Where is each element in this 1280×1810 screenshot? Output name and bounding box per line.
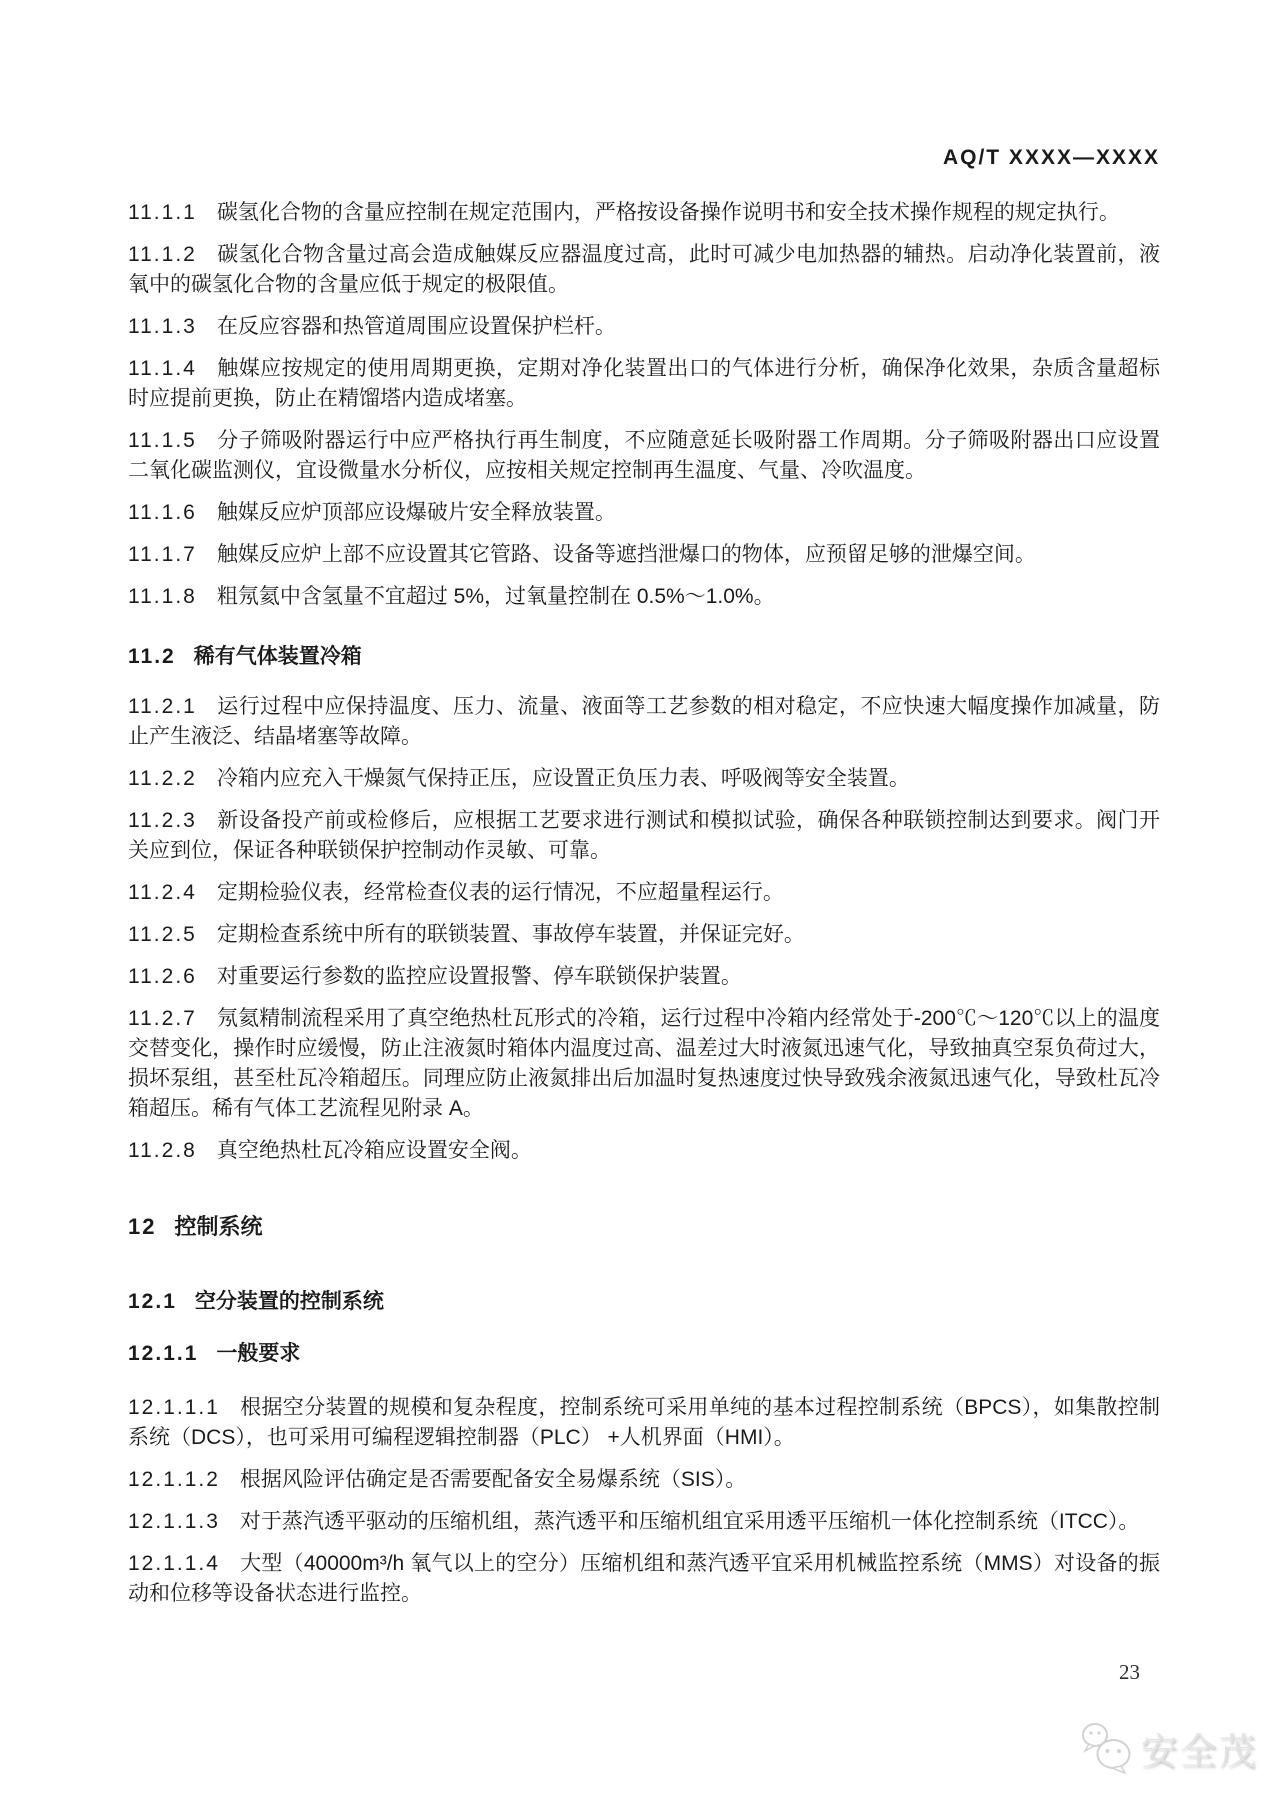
clause-paragraph xyxy=(128,240,1160,300)
clause-number: 11.2.2 xyxy=(128,767,197,790)
clause-number: 11.1.5 xyxy=(128,429,197,452)
clause-text: 碳氢化合物的含量应控制在规定范围内，严格按设备操作说明书和安全技术操作规程的规定执行。 xyxy=(216,201,1120,224)
clause-number: 11.1.2 xyxy=(128,243,197,266)
standard-code: AQ/T XXXX—XXXX xyxy=(942,146,1160,169)
clause-number: 12.1.1.4 xyxy=(128,1552,220,1575)
clause-number: 11.1.6 xyxy=(128,501,197,524)
clause-paragraph xyxy=(128,1507,1160,1537)
clause-text: 定期检查系统中所有的联锁装置、事故停车装置，并保证完好。 xyxy=(216,923,805,946)
clause-text: 稀有气体装置冷箱 xyxy=(193,645,362,668)
watermark-text: 安全茂 xyxy=(1141,1731,1258,1772)
clause-text: 粗氖氦中含氢量不宜超过 5%，过氧量控制在 0.5%～1.0%。 xyxy=(216,585,775,608)
clause-paragraph xyxy=(128,1549,1160,1609)
clause-paragraph xyxy=(128,764,1160,794)
clause-text: 大型（40000m³/h 氧气以上的空分）压缩机组和蒸汽透平宜采用机械监控系统（MMS）对设备的振动和位移等设备状态进行监控。 xyxy=(128,1552,1160,1605)
clause-paragraph xyxy=(128,692,1160,752)
clause-number: 11.2.7 xyxy=(128,1007,197,1030)
clause-number: 11.1.4 xyxy=(128,357,197,380)
clause-number: 11.2 xyxy=(128,645,176,668)
clause-number: 11.1.3 xyxy=(128,315,197,338)
clause-paragraph xyxy=(128,354,1160,414)
clause-text: 触媒反应炉顶部应设爆破片安全释放装置。 xyxy=(216,501,616,524)
section-heading xyxy=(128,1210,1160,1241)
clause-text: 分子筛吸附器运行中应严格执行再生制度，不应随意延长吸附器工作周期。分子筛吸附器出口应设置二氧化碳监测仪，宜设微量水分析仪，应按相关规定控制再生温度、气量、冷吹温度。 xyxy=(128,429,1160,482)
clause-text: 冷箱内应充入干燥氮气保持正压，应设置正负压力表、呼吸阀等安全装置。 xyxy=(216,767,910,790)
document-header xyxy=(128,146,1160,170)
clause-text: 在反应容器和热管道周围应设置保护栏杆。 xyxy=(216,315,616,338)
watermark xyxy=(1080,1720,1258,1776)
clause-text: 控制系统 xyxy=(174,1214,263,1239)
clause-paragraph xyxy=(128,962,1160,992)
page-number: 23 xyxy=(1119,1660,1140,1684)
clause-text: 碳氢化合物含量过高会造成触媒反应器温度过高，此时可减少电加热器的辅热。启动净化装置前，液氧中的碳氢化合物的含量应低于规定的极限值。 xyxy=(128,243,1160,296)
clause-number: 11.2.1 xyxy=(128,695,197,718)
clause-text: 触媒反应炉上部不应设置其它管路、设备等遮挡泄爆口的物体，应预留足够的泄爆空间。 xyxy=(216,543,1036,566)
clause-text: 氖氦精制流程采用了真空绝热杜瓦形式的冷箱，运行过程中冷箱内经常处于-200℃～120℃以上的温度交替变化，操作时应缓慢，防止注液氮时箱体内温度过高、温差过大时液氮迅速气化，导致抽真空泵负荷过大，损坏泵组，甚至杜瓦冷箱超压。同理应防止液氮排出后加温时复热速度过快导致残余液氮迅速气化，导致杜瓦冷箱超压。稀有气体工艺流程见附录 A。 xyxy=(128,1007,1160,1120)
clause-number: 11.2.8 xyxy=(128,1139,197,1162)
clause-number: 11.1.7 xyxy=(128,543,197,566)
clause-text: 对于蒸汽透平驱动的压缩机组，蒸汽透平和压缩机组宜采用透平压缩机一体化控制系统（ITCC）。 xyxy=(239,1510,1140,1533)
document-body xyxy=(128,198,1160,1621)
section-heading xyxy=(128,1337,1160,1367)
clause-number: 11.2.6 xyxy=(128,965,197,988)
clause-number: 12.1.1 xyxy=(128,1342,199,1365)
clause-paragraph xyxy=(128,498,1160,528)
clause-text: 一般要求 xyxy=(216,1342,301,1365)
clause-text: 空分装置的控制系统 xyxy=(194,1290,384,1313)
clause-number: 12.1.1.3 xyxy=(128,1510,220,1533)
section-heading xyxy=(128,1285,1160,1315)
clause-paragraph xyxy=(128,1465,1160,1495)
clause-text: 真空绝热杜瓦冷箱应设置安全阀。 xyxy=(216,1139,532,1162)
clause-number: 11.2.5 xyxy=(128,923,197,946)
clause-paragraph xyxy=(128,198,1160,228)
clause-number: 11.2.4 xyxy=(128,881,197,904)
section-heading xyxy=(128,640,1160,670)
clause-number: 12.1 xyxy=(128,1290,177,1313)
clause-text: 定期检验仪表，经常检查仪表的运行情况，不应超量程运行。 xyxy=(216,881,784,904)
clause-text: 触媒应按规定的使用周期更换，定期对净化装置出口的气体进行分析，确保净化效果，杂质含量超标时应提前更换，防止在精馏塔内造成堵塞。 xyxy=(128,357,1160,410)
wechat-icon xyxy=(1080,1720,1132,1776)
clause-paragraph xyxy=(128,426,1160,486)
clause-number: 12.1.1.1 xyxy=(128,1396,220,1419)
clause-text: 新设备投产前或检修后，应根据工艺要求进行测试和模拟试验，确保各种联锁控制达到要求。阀门开关应到位，保证各种联锁保护控制动作灵敏、可靠。 xyxy=(128,809,1160,862)
clause-paragraph xyxy=(128,1004,1160,1124)
clause-text: 根据空分装置的规模和复杂程度，控制系统可采用单纯的基本过程控制系统（BPCS），如集散控制系统（DCS），也可采用可编程逻辑控制器（PLC） +人机界面（HMI）。 xyxy=(128,1396,1160,1449)
clause-paragraph xyxy=(128,582,1160,612)
clause-paragraph xyxy=(128,806,1160,866)
clause-text: 运行过程中应保持温度、压力、流量、液面等工艺参数的相对稳定，不应快速大幅度操作加减量，防止产生液泛、结晶堵塞等故障。 xyxy=(128,695,1160,748)
clause-paragraph xyxy=(128,920,1160,950)
clause-paragraph xyxy=(128,540,1160,570)
clause-paragraph xyxy=(128,878,1160,908)
clause-paragraph xyxy=(128,312,1160,342)
clause-paragraph xyxy=(128,1393,1160,1453)
clause-text: 对重要运行参数的监控应设置报警、停车联锁保护装置。 xyxy=(216,965,742,988)
clause-text: 根据风险评估确定是否需要配备安全易爆系统（SIS）。 xyxy=(239,1468,747,1491)
clause-number: 11.1.1 xyxy=(128,201,197,224)
clause-paragraph xyxy=(128,1136,1160,1166)
clause-number: 11.1.8 xyxy=(128,585,197,608)
clause-number: 11.2.3 xyxy=(128,809,197,832)
clause-number: 12.1.1.2 xyxy=(128,1468,220,1491)
clause-number: 12 xyxy=(128,1214,157,1239)
